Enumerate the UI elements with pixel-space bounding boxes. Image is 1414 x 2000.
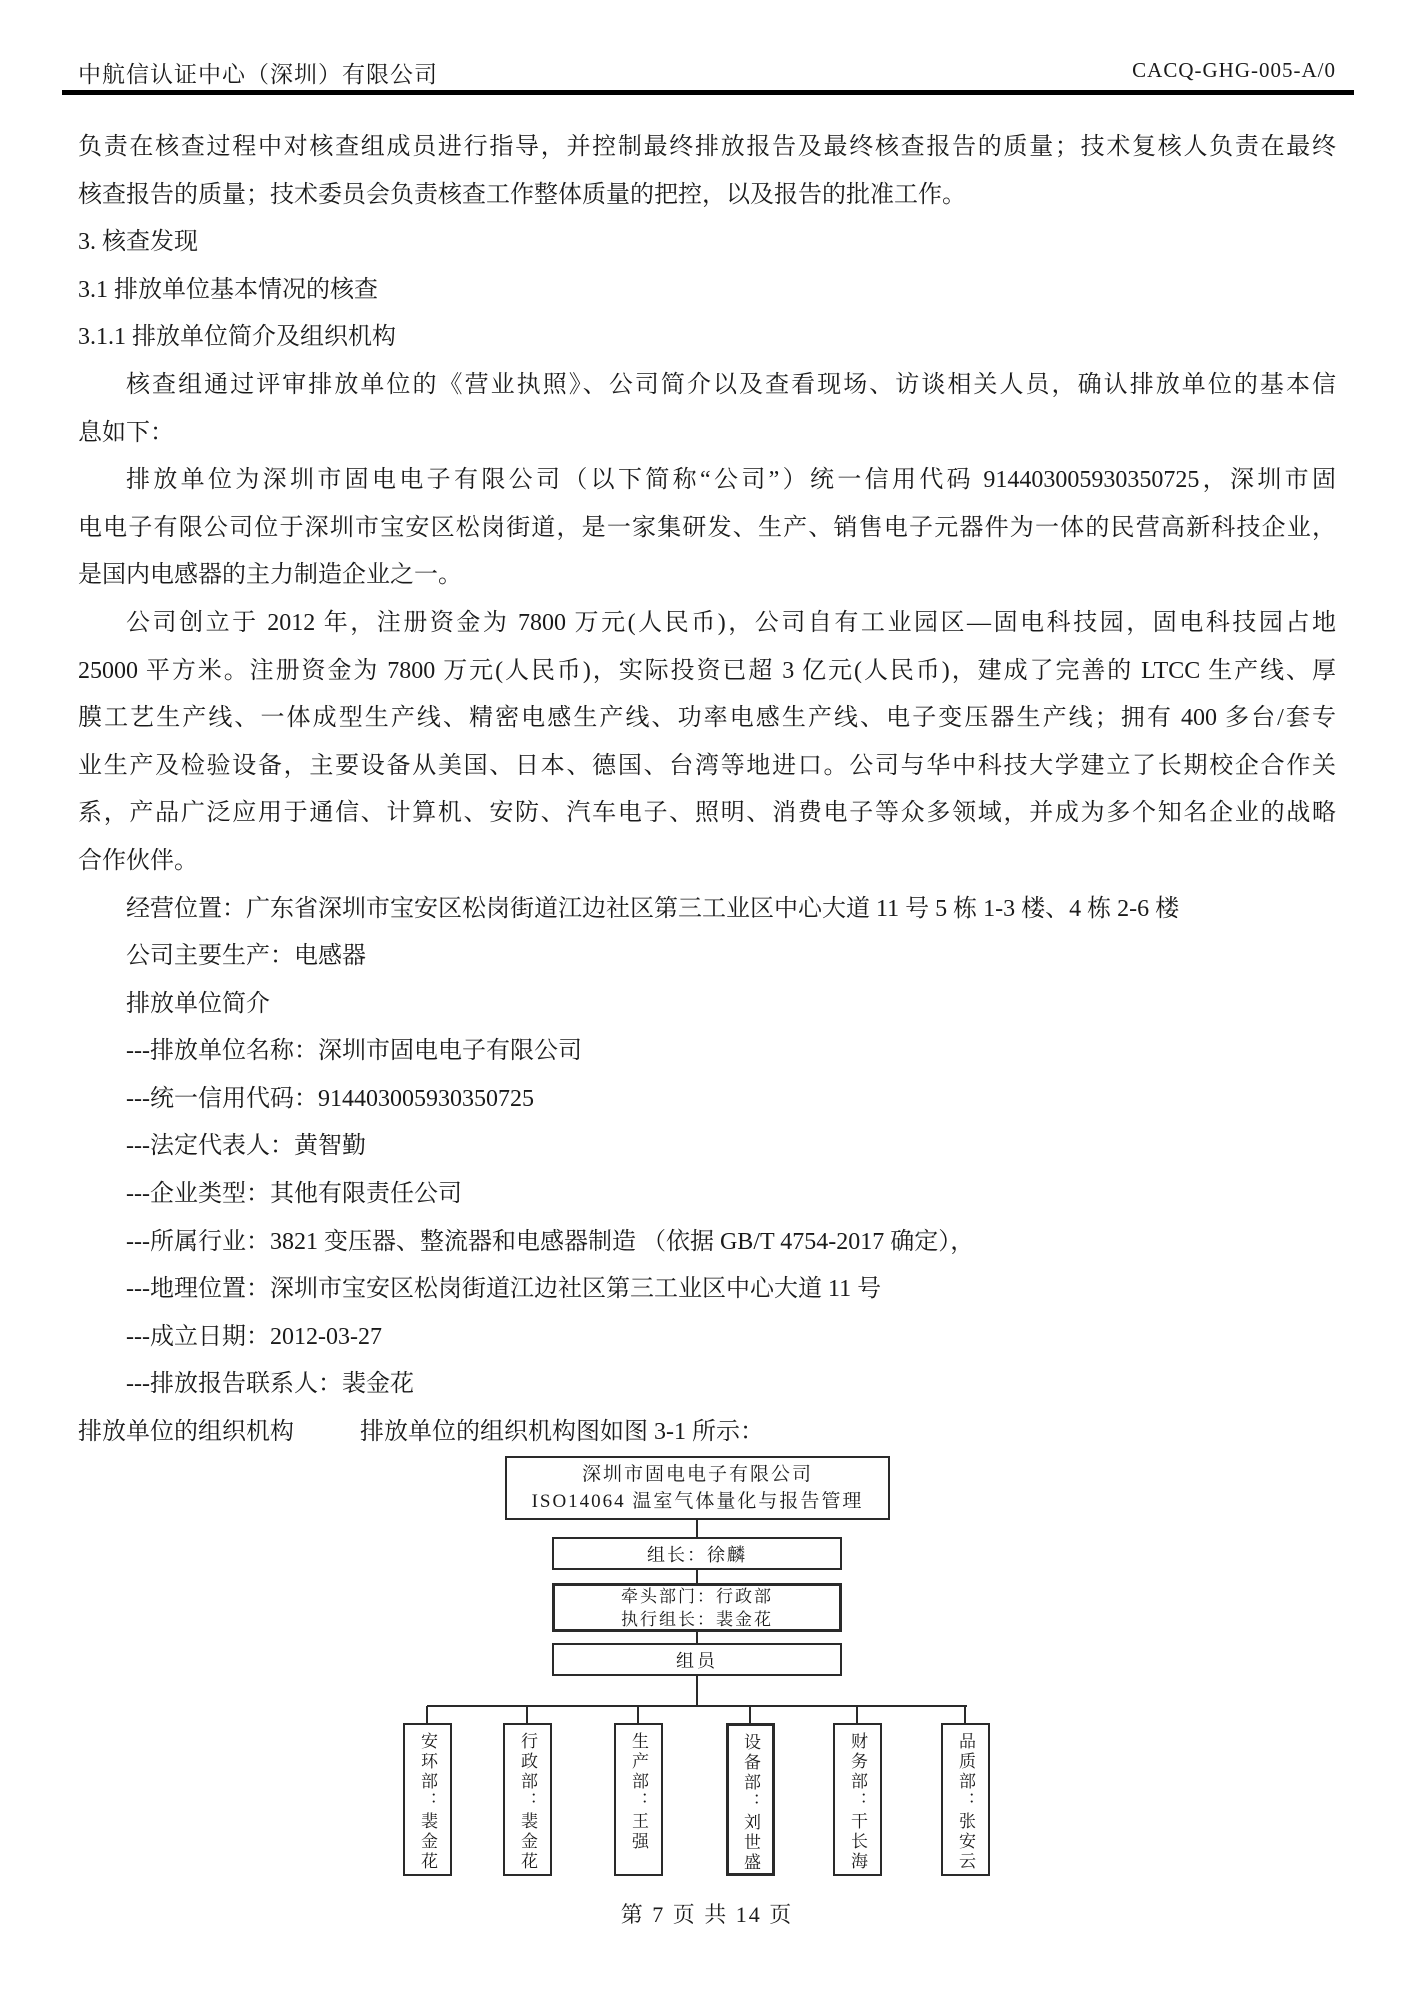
section-heading: 3.1 排放单位基本情况的核查 — [78, 276, 378, 303]
body-line: 公司创立于 2012 年，注册资金为 7800 万元(人民币)，公司自有工业园区—固电科技园，固电科技园占地 — [126, 609, 1336, 636]
org-connector-line — [696, 1570, 698, 1583]
org-title-line2: ISO14064 温室气体量化与报告管理 — [531, 1491, 864, 1512]
org-members-label: 组员 — [676, 1650, 718, 1671]
detail-line-company-type: ---企业类型：其他有限责任公司 — [126, 1181, 462, 1208]
org-box-dept-quality — [941, 1723, 990, 1876]
body-line: 经营位置：广东省深圳市宝安区松岗街道江边社区第三工业区中心大道 11 号 5 栋 1-3 楼、4 栋 2-6 楼 — [126, 895, 1180, 922]
org-connector-line — [856, 1706, 858, 1723]
footer-page-number: 第 7 页 共 14 页 — [620, 1902, 794, 1927]
body-line: 合作伙伴。 — [78, 847, 198, 874]
org-connector-line — [696, 1676, 698, 1706]
org-connector-line — [696, 1632, 698, 1643]
org-box-dept-admin — [503, 1723, 552, 1876]
dept-label: 安环部：裴金花 — [418, 1732, 437, 1872]
org-lead-dept-line2: 执行组长：裴金花 — [621, 1609, 773, 1629]
org-connector-line — [964, 1706, 966, 1723]
org-connector-line — [426, 1706, 428, 1723]
org-box-dept-finance — [833, 1723, 882, 1876]
body-line: 核查组通过评审排放单位的《营业执照》、公司简介以及查看现场、访谈相关人员，确认排放单位的基本信 — [126, 371, 1336, 398]
body-line: 排放单位为深圳市固电电子有限公司（以下简称“公司”）统一信用代码 914403005930350725，深圳市固 — [126, 467, 1336, 494]
org-leader-label: 组长：徐麟 — [647, 1544, 747, 1565]
header-rule — [62, 90, 1354, 95]
section-heading: 3.1.1 排放单位简介及组织机构 — [78, 324, 396, 351]
body-line: 核查报告的质量；技术委员会负责核查工作整体质量的把控，以及报告的批准工作。 — [78, 181, 966, 208]
body-text — [78, 124, 1336, 1457]
org-box-company-title — [505, 1456, 890, 1520]
body-line: 息如下： — [78, 419, 174, 446]
detail-line-legal-rep: ---法定代表人：黄智勤 — [126, 1133, 366, 1160]
dept-label: 品质部：张安云 — [956, 1732, 975, 1872]
body-line: 25000 平方米。注册资金为 7800 万元(人民币)，实际投资已超 3 亿元(人民币)，建成了完善的 LTCC 生产线、厚 — [78, 657, 1336, 684]
body-line: 系，产品广泛应用于通信、计算机、安防、汽车电子、照明、消费电子等众多领域，并成为多个知名企业的战略 — [78, 800, 1336, 827]
org-box-lead-department — [552, 1583, 842, 1632]
org-caption-right: 排放单位的组织机构图如图 3-1 所示： — [360, 1419, 764, 1446]
detail-line-founding-date: ---成立日期：2012-03-27 — [126, 1323, 382, 1350]
dept-label: 财务部：干长海 — [848, 1732, 867, 1872]
body-line: 电电子有限公司位于深圳市宝安区松岗街道，是一家集研发、生产、销售电子元器件为一体的民营高新科技企业， — [78, 514, 1336, 541]
body-line: 业生产及检验设备，主要设备从美国、日本、德国、台湾等地进口。公司与华中科技大学建立了长期校企合作关 — [78, 752, 1336, 779]
body-line: 负责在核查过程中对核查组成员进行指导，并控制最终排放报告及最终核查报告的质量；技术复核人负责在最终 — [78, 134, 1336, 160]
org-caption-left: 排放单位的组织机构 — [78, 1419, 294, 1446]
org-box-members — [552, 1643, 842, 1676]
detail-line-contact: ---排放报告联系人：裴金花 — [126, 1371, 414, 1398]
header-company-name: 中航信认证中心（深圳）有限公司 — [78, 62, 438, 87]
header-doc-code: CACQ-GHG-005-A/0 — [1132, 58, 1336, 82]
dept-label: 行政部：裴金花 — [518, 1732, 537, 1872]
org-chart-caption — [78, 1409, 1336, 1457]
detail-line-credit-code: ---统一信用代码：914403005930350725 — [126, 1085, 534, 1112]
org-connector-line — [696, 1520, 698, 1537]
body-line: 公司主要生产：电感器 — [126, 943, 366, 970]
org-connector-line — [749, 1706, 751, 1723]
body-line: 膜工艺生产线、一体成型生产线、精密电感生产线、功率电感生产线、电子变压器生产线；拥有 400 多台/套专 — [78, 705, 1336, 732]
section-heading: 3. 核查发现 — [78, 229, 198, 256]
org-box-dept-equipment — [726, 1723, 775, 1876]
org-connector-line — [526, 1706, 528, 1723]
org-box-dept-safety — [403, 1723, 452, 1876]
detail-line-location: ---地理位置：深圳市宝安区松岗街道江边社区第三工业区中心大道 11 号 — [126, 1276, 882, 1303]
dept-label: 生产部：王强 — [629, 1732, 648, 1852]
dept-label: 设备部：刘世盛 — [741, 1733, 760, 1873]
body-line: 是国内电感器的主力制造企业之一。 — [78, 562, 462, 589]
org-branch-line — [427, 1705, 967, 1707]
org-box-leader — [552, 1537, 842, 1570]
org-title-line1: 深圳市固电电子有限公司 — [581, 1464, 813, 1485]
org-lead-dept-line1: 牵头部门：行政部 — [621, 1586, 773, 1606]
org-connector-line — [637, 1706, 639, 1723]
org-box-dept-production — [614, 1723, 663, 1876]
detail-line-unit-name: ---排放单位名称：深圳市固电电子有限公司 — [126, 1038, 582, 1065]
detail-line-industry: ---所属行业：3821 变压器、整流器和电感器制造 （依据 GB/T 4754-2017 确定）， — [126, 1228, 975, 1255]
body-line: 排放单位简介 — [126, 990, 270, 1017]
